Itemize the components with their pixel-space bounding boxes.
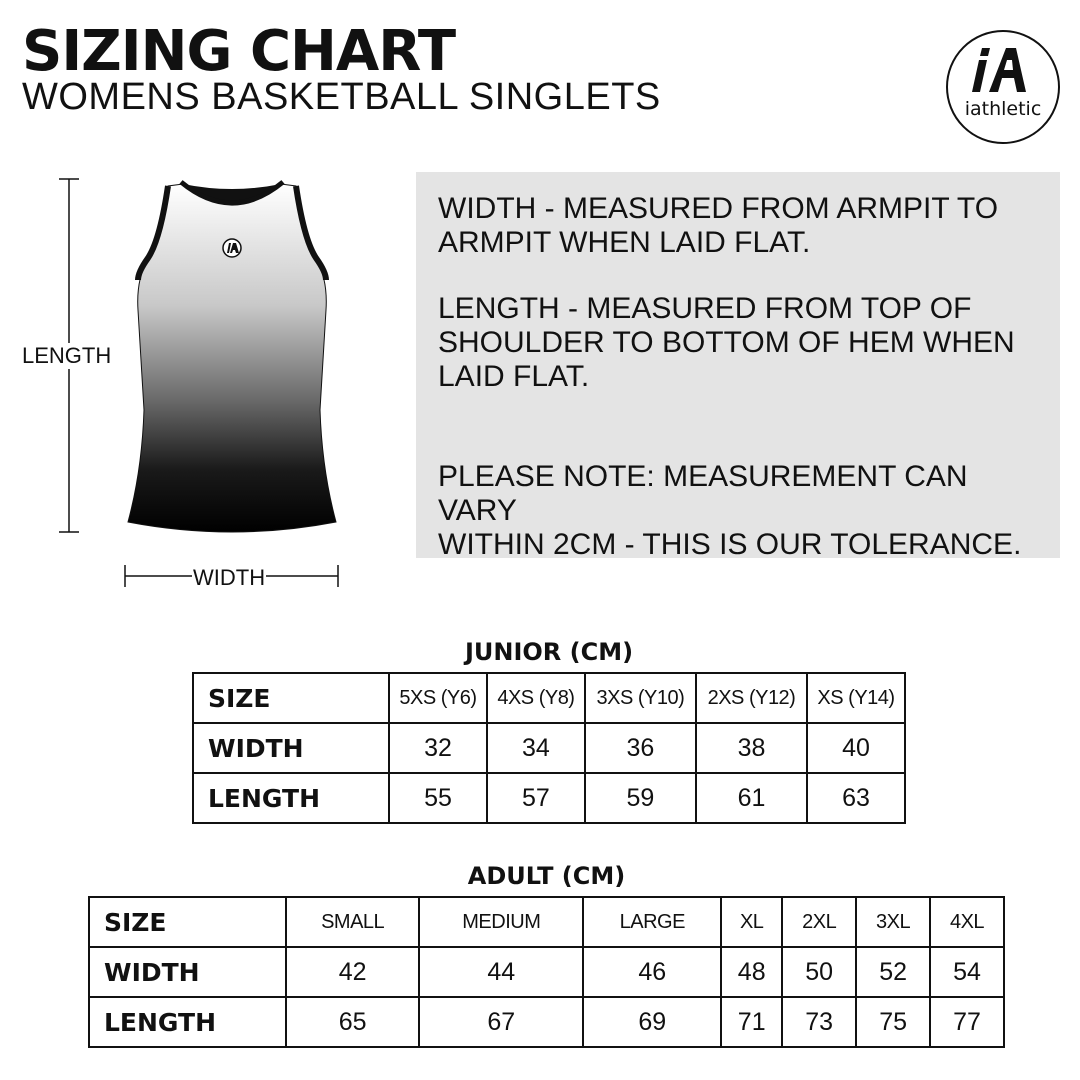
page-title: SIZING CHART xyxy=(22,19,456,84)
width-cell: 48 xyxy=(721,947,782,997)
table-row xyxy=(89,997,1004,1047)
size-cell: SMALL xyxy=(286,897,419,947)
width-cell: 54 xyxy=(930,947,1004,997)
length-cell: 77 xyxy=(930,997,1004,1047)
measurement-notes xyxy=(416,172,1060,561)
width-cell: 46 xyxy=(583,947,721,997)
table-row xyxy=(89,947,1004,997)
row-header-width: WIDTH xyxy=(89,947,286,997)
table-row xyxy=(193,723,905,773)
row-header-width: WIDTH xyxy=(193,723,389,773)
length-cell: 61 xyxy=(696,773,807,823)
adult-heading: ADULT (CM) xyxy=(467,862,626,890)
width-cell: 40 xyxy=(807,723,905,773)
width-label: WIDTH xyxy=(193,565,266,590)
length-cell: 55 xyxy=(389,773,487,823)
length-definition: LENGTH - MEASURED FROM TOP OF SHOULDER TO BOTTOM OF HEM WHEN LAID FLAT. xyxy=(438,292,1015,393)
length-cell: 57 xyxy=(487,773,585,823)
size-cell: 3XL xyxy=(856,897,930,947)
row-header-size: SIZE xyxy=(193,673,389,723)
logo-wordmark: iathletic xyxy=(964,98,1042,120)
row-header-length: LENGTH xyxy=(193,773,389,823)
size-cell: 4XS (Y8) xyxy=(487,673,585,723)
tolerance-note: PLEASE NOTE: MEASUREMENT CAN VARY WITHIN 2CM - THIS IS OUR TOLERANCE. xyxy=(438,460,1022,561)
size-cell: 2XS (Y12) xyxy=(696,673,807,723)
length-cell: 73 xyxy=(782,997,856,1047)
iathletic-logo xyxy=(946,30,1060,144)
junior-heading: JUNIOR (CM) xyxy=(464,638,634,666)
length-cell: 63 xyxy=(807,773,905,823)
width-cell: 32 xyxy=(389,723,487,773)
size-cell: 5XS (Y6) xyxy=(389,673,487,723)
size-cell: 4XL xyxy=(930,897,1004,947)
width-cell: 50 xyxy=(782,947,856,997)
garment-diagram xyxy=(0,160,400,600)
length-cell: 71 xyxy=(721,997,782,1047)
size-cell: XS (Y14) xyxy=(807,673,905,723)
table-row xyxy=(89,897,1004,947)
length-cell: 69 xyxy=(583,997,721,1047)
page-subtitle: WOMENS BASKETBALL SINGLETS xyxy=(22,76,661,118)
length-cell: 67 xyxy=(419,997,583,1047)
adult-size-table xyxy=(88,896,1005,1048)
junior-size-table xyxy=(192,672,906,824)
length-cell: 75 xyxy=(856,997,930,1047)
width-definition: WIDTH - MEASURED FROM ARMPIT TO ARMPIT WHEN LAID FLAT. xyxy=(438,192,999,259)
width-cell: 34 xyxy=(487,723,585,773)
width-cell: 38 xyxy=(696,723,807,773)
length-label: LENGTH xyxy=(22,343,112,368)
length-cell: 59 xyxy=(585,773,696,823)
size-cell: MEDIUM xyxy=(419,897,583,947)
table-row xyxy=(193,673,905,723)
size-cell: LARGE xyxy=(583,897,721,947)
size-cell: 3XS (Y10) xyxy=(585,673,696,723)
width-cell: 42 xyxy=(286,947,419,997)
width-cell: 52 xyxy=(856,947,930,997)
singlet-icon xyxy=(128,182,336,532)
ia-logo-mark-icon xyxy=(972,42,1034,98)
row-header-size: SIZE xyxy=(89,897,286,947)
width-cell: 36 xyxy=(585,723,696,773)
table-row xyxy=(193,773,905,823)
width-cell: 44 xyxy=(419,947,583,997)
row-header-length: LENGTH xyxy=(89,997,286,1047)
length-cell: 65 xyxy=(286,997,419,1047)
size-cell: XL xyxy=(721,897,782,947)
size-cell: 2XL xyxy=(782,897,856,947)
